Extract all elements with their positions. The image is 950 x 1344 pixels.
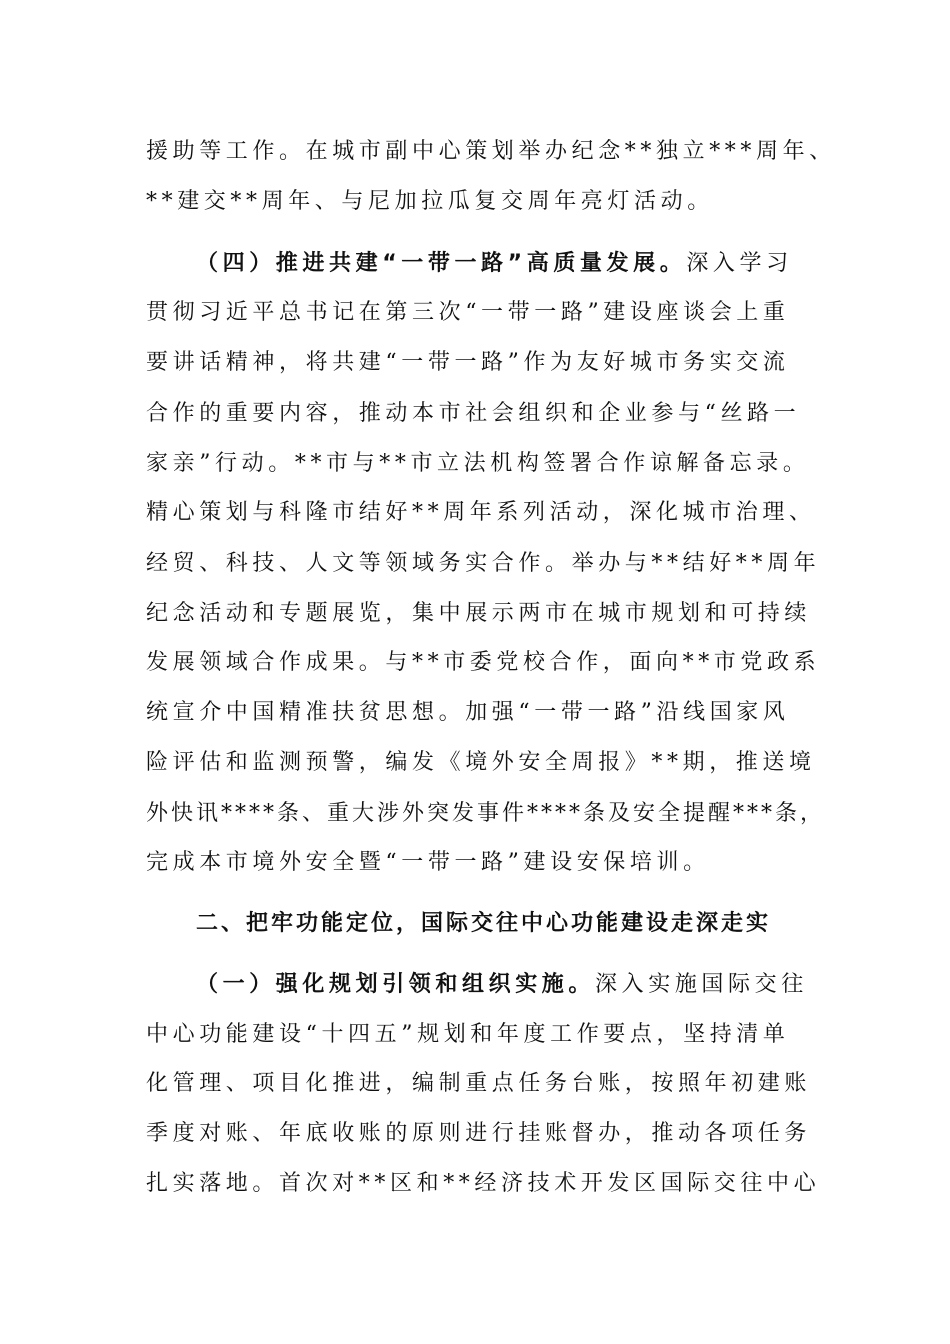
body-line: 统宣介中国精准扶贫思想。加强“一带一路”沿线国家风 [146,700,790,725]
section-subheading: （一）强化规划引领和组织实施。 [196,972,596,997]
body-line: 精心策划与科隆市结好**周年系列活动，深化城市治理、 [146,500,816,525]
section-paragraph-lead-line [196,965,876,1005]
body-line: 合作的重要内容，推动本市社会组织和企业参与“丝路一 [146,401,801,426]
body-line: 经贸、科技、人文等领域务实合作。举办与**结好**周年 [146,551,821,576]
section-heading: 二、把牢功能定位，国际交往中心功能建设走深走实 [196,911,772,936]
body-line: **建交**周年、与尼加拉瓜复交周年亮灯活动。 [146,189,714,214]
section-subheading: （四）推进共建“一带一路”高质量发展。 [196,251,687,276]
body-line: 完成本市境外安全暨“一带一路”建设安保培训。 [146,850,710,875]
body-text: 深入实施国际交往 [595,972,808,997]
body-line: 中心功能建设“十四五”规划和年度工作要点，坚持清单 [146,1022,790,1047]
body-line: 纪念活动和专题展览，集中展示两市在城市规划和可持续 [146,601,812,626]
body-line: 要讲话精神，将共建“一带一路”作为友好城市务实交流 [146,350,790,375]
body-line: 化管理、项目化推进，编制重点任务台账，按照年初建账 [146,1071,812,1096]
body-text: 深入学习 [686,251,793,276]
body-line: 扎实落地。首次对**区和**经济技术开发区国际交往中心 [146,1171,821,1196]
body-line: 家亲”行动。**市与**市立法机构签署合作谅解备忘录。 [146,451,810,476]
body-line: 季度对账、年底收账的原则进行挂账督办，推动各项任务 [146,1121,812,1146]
body-line: 贯彻习近平总书记在第三次“一带一路”建设座谈会上重 [146,300,790,325]
body-line: 外快讯****条、重大涉外突发事件****条及安全提醒***条， [146,801,826,826]
body-line: 援助等工作。在城市副中心策划举办纪念**独立***周年、 [146,139,836,164]
body-line: 发展领域合作成果。与**市委党校合作，面向**市党政系 [146,650,821,675]
section-paragraph-lead-line [196,244,876,284]
body-line: 险评估和监测预警，编发《境外安全周报》**期，推送境 [146,750,816,775]
